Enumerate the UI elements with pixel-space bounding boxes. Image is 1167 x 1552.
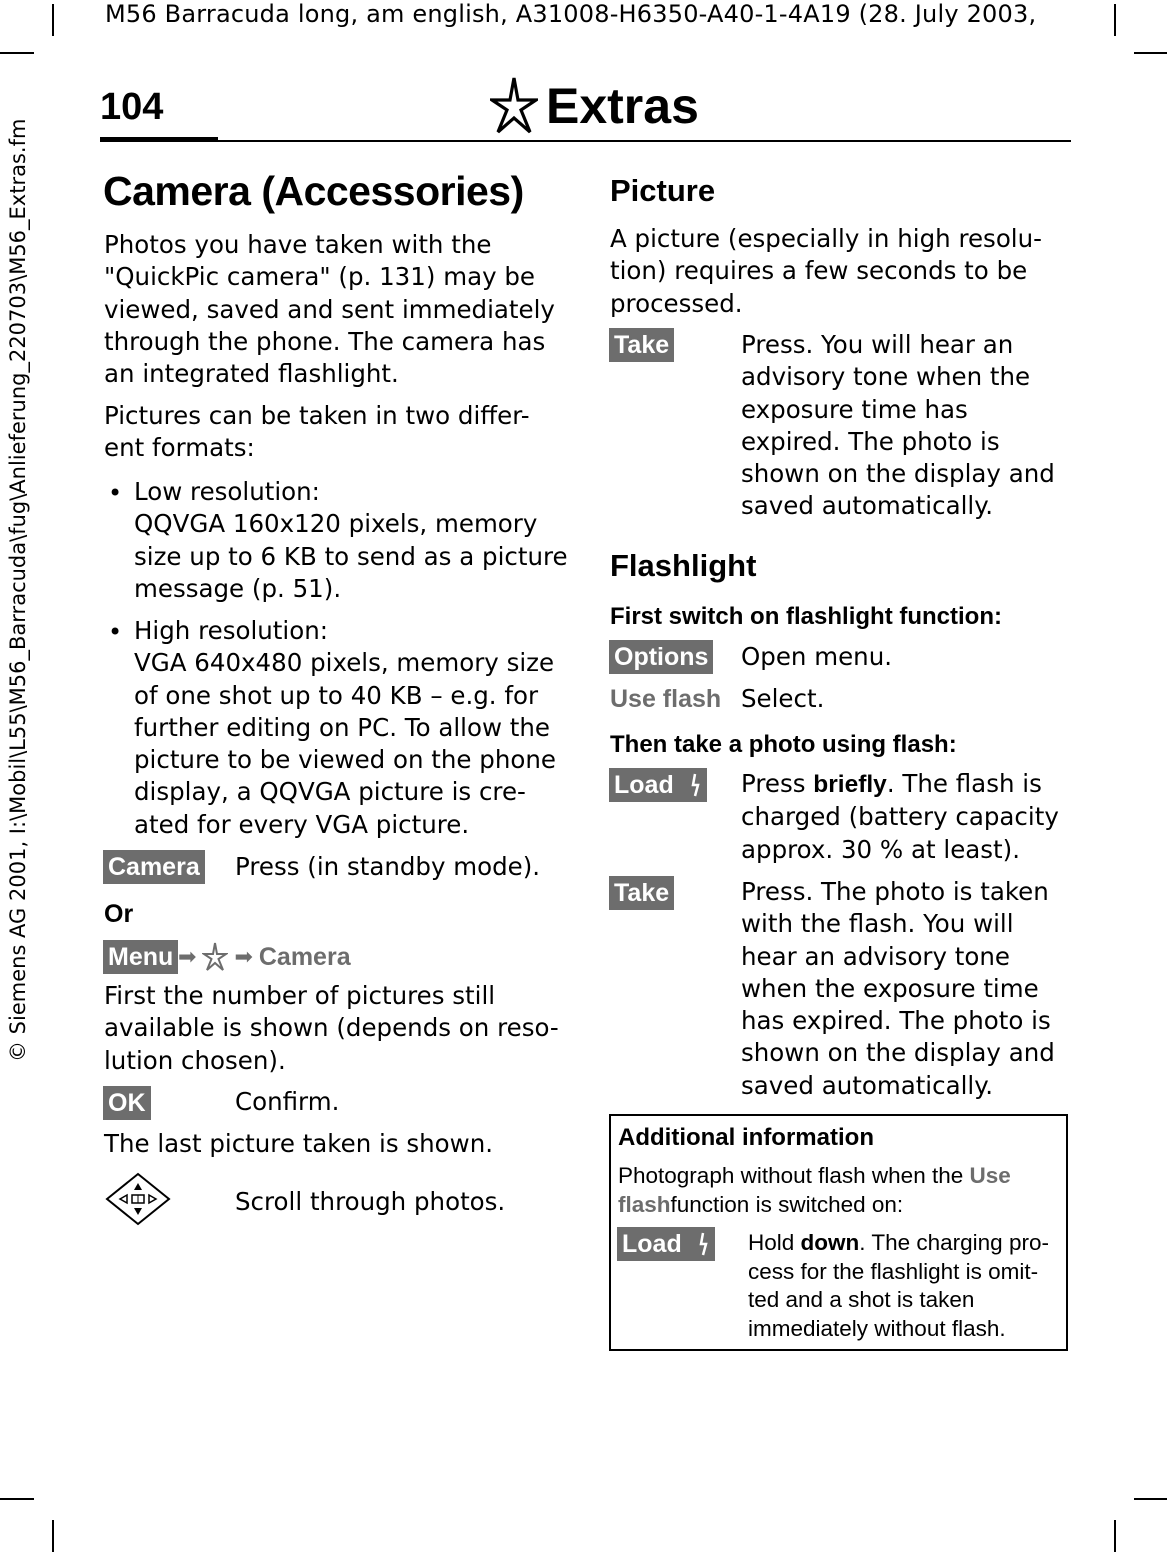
- chapter-title: [490, 76, 699, 136]
- camera-softkey[interactable]: Camera: [103, 850, 205, 884]
- first-switch-heading: First switch on flashlight function:: [610, 603, 1002, 630]
- text-line: of one shot up to 40 KB – e.g. for: [134, 680, 539, 710]
- text-line: Press. You will hear an: [741, 330, 1014, 359]
- text-line: has expired. The photo is: [741, 1006, 1051, 1036]
- text-line: Photos you have taken with the: [104, 230, 492, 259]
- text-span: Press: [741, 769, 814, 798]
- menu-path: [178, 940, 351, 974]
- text-line: "QuickPic camera" (p. 131) may be: [104, 262, 535, 292]
- last-paragraph: The last picture taken is shown.: [104, 1129, 494, 1158]
- crop-mark: [0, 1498, 34, 1500]
- copyright-sidebar: © Siemens AG 2001, I:\Mobil\L55\M56_Barracuda\fug\Anlieferung_220703\M56_Extras.fm: [6, 118, 30, 1062]
- text-line: VGA 640x480 pixels, memory size: [134, 648, 555, 678]
- info-title: Additional information: [618, 1124, 874, 1151]
- text-span: function is switched on:: [670, 1191, 904, 1217]
- take-softkey[interactable]: Take: [609, 328, 674, 362]
- or-label: Or: [104, 900, 134, 928]
- text-line: shown on the display and: [741, 1038, 1055, 1068]
- load-softkey[interactable]: [617, 1227, 715, 1261]
- menu-item-use-flash[interactable]: Use: [969, 1163, 1011, 1188]
- first-paragraph: [104, 980, 559, 1077]
- text-line: saved automatically.: [741, 491, 994, 521]
- menu-item-use-flash[interactable]: flash: [618, 1191, 671, 1217]
- hold-description: [748, 1229, 1049, 1343]
- take-description: [741, 329, 1055, 523]
- text-line: [618, 1162, 1011, 1191]
- menu-item-camera[interactable]: Camera: [258, 942, 351, 971]
- scroll-description: Scroll through photos.: [235, 1187, 506, 1216]
- load-description: [741, 768, 1059, 866]
- bullet-low-resolution: [134, 476, 568, 605]
- text-line: message (p. 51).: [134, 573, 342, 603]
- take-flash-description: [741, 876, 1055, 1102]
- load-label: Load: [622, 1230, 682, 1258]
- chapter-name: Extras: [546, 78, 699, 134]
- bullet-high-resolution: [134, 615, 556, 841]
- flashlight-heading: Flashlight: [610, 548, 757, 583]
- text-span: . The flash is: [886, 769, 1042, 798]
- document-path-header: M56 Barracuda long, am english, A31008-H6350-A40-1-4A19 (28. July 2003,: [105, 0, 1037, 28]
- crop-mark: [0, 52, 34, 54]
- text-line: [748, 1229, 1049, 1258]
- text-line: size up to 6 KB to send as a picture: [134, 541, 568, 571]
- text-line: an integrated flashlight.: [104, 359, 399, 389]
- text-line: charged (battery capacity: [741, 802, 1059, 832]
- text-line: picture to be viewed on the phone: [134, 745, 556, 775]
- header-rule: [218, 140, 1071, 142]
- text-line: ated for every VGA picture.: [134, 809, 470, 839]
- text-line: Pictures can be taken in two differ-: [104, 401, 530, 430]
- text-line: saved automatically.: [741, 1070, 994, 1100]
- text-line: Low resolution:: [134, 477, 320, 506]
- text-line: ted and a shot is taken: [748, 1287, 975, 1312]
- text-line: immediately without flash.: [748, 1315, 1006, 1341]
- star-icon: [490, 76, 538, 136]
- text-line: expired. The photo is: [741, 426, 1000, 456]
- ok-description: Confirm.: [235, 1087, 340, 1116]
- crop-mark: [1114, 1520, 1116, 1552]
- use-flash-description: Select.: [741, 684, 825, 713]
- text-line: through the phone. The camera has: [104, 326, 546, 356]
- menu-softkey[interactable]: Menu: [103, 940, 178, 974]
- text-line: exposure time has: [741, 394, 968, 424]
- info-text: [618, 1162, 1011, 1219]
- emphasis: briefly: [813, 771, 887, 798]
- text-line: ent formats:: [104, 433, 255, 463]
- text-line: hear an advisory tone: [741, 941, 1010, 971]
- text-line: display, a QQVGA picture is cre-: [134, 777, 526, 807]
- text-line: viewed, saved and sent immediately: [104, 294, 555, 324]
- crop-mark: [52, 1520, 54, 1552]
- crop-mark: [52, 4, 54, 36]
- arrow-icon: ➡: [234, 944, 253, 970]
- text-line: when the exposure time: [741, 973, 1039, 1003]
- crop-mark: [1114, 4, 1116, 36]
- ok-softkey[interactable]: OK: [103, 1086, 151, 1120]
- text-line: with the flash. You will: [741, 909, 1014, 939]
- camera-description: Press (in standby mode).: [235, 852, 541, 881]
- text-line: [741, 768, 1059, 801]
- text-span: Hold: [748, 1230, 801, 1255]
- star-icon: [202, 942, 228, 972]
- text-line: processed.: [610, 288, 743, 318]
- text-line: further editing on PC. To allow the: [134, 712, 550, 742]
- options-softkey[interactable]: Options: [609, 640, 713, 674]
- navigation-key-icon: [103, 1171, 173, 1227]
- text-line: [618, 1191, 1011, 1220]
- text-line: approx. 30 % at least).: [741, 834, 1021, 864]
- text-line: advisory tone when the: [741, 362, 1031, 392]
- text-line: High resolution:: [134, 616, 328, 645]
- text-line: QQVGA 160x120 pixels, memory: [134, 509, 538, 539]
- picture-heading: Picture: [610, 173, 716, 208]
- text-span: Photograph without flash when the: [618, 1163, 970, 1188]
- page-number: 104: [100, 86, 164, 128]
- text-span: . The charging pro-: [859, 1230, 1049, 1255]
- take-softkey[interactable]: Take: [609, 876, 674, 910]
- flash-icon: [690, 773, 702, 797]
- load-softkey[interactable]: [609, 768, 707, 802]
- text-line: tion) requires a few seconds to be: [610, 256, 1028, 286]
- intro-paragraph: [104, 229, 555, 390]
- crop-mark: [1134, 1498, 1167, 1500]
- emphasis: down: [800, 1230, 860, 1255]
- text-line: A picture (especially in high resolu-: [610, 224, 1042, 253]
- text-line: available is shown (depends on reso-: [104, 1013, 559, 1043]
- menu-item-use-flash[interactable]: Use flash: [610, 685, 722, 713]
- additional-information-box: [609, 1114, 1068, 1351]
- bullet: •: [108, 618, 123, 646]
- then-take-heading: Then take a photo using flash:: [610, 731, 957, 758]
- text-line: Press. The photo is taken: [741, 877, 1049, 906]
- flash-icon: [698, 1232, 710, 1256]
- bullet: •: [108, 479, 123, 507]
- load-label: Load: [614, 771, 674, 799]
- options-description: Open menu.: [741, 642, 893, 671]
- arrow-icon: ➡: [178, 944, 197, 970]
- text-line: lution chosen).: [104, 1045, 286, 1075]
- page-title: Camera (Accessories): [103, 168, 524, 214]
- text-line: cess for the flashlight is omit-: [748, 1258, 1039, 1284]
- text-line: First the number of pictures still: [104, 981, 496, 1010]
- formats-paragraph: [104, 400, 530, 465]
- text-line: shown on the display and: [741, 459, 1055, 489]
- header-rule-thick: [100, 137, 218, 142]
- picture-paragraph: [610, 223, 1042, 320]
- crop-mark: [1134, 52, 1167, 54]
